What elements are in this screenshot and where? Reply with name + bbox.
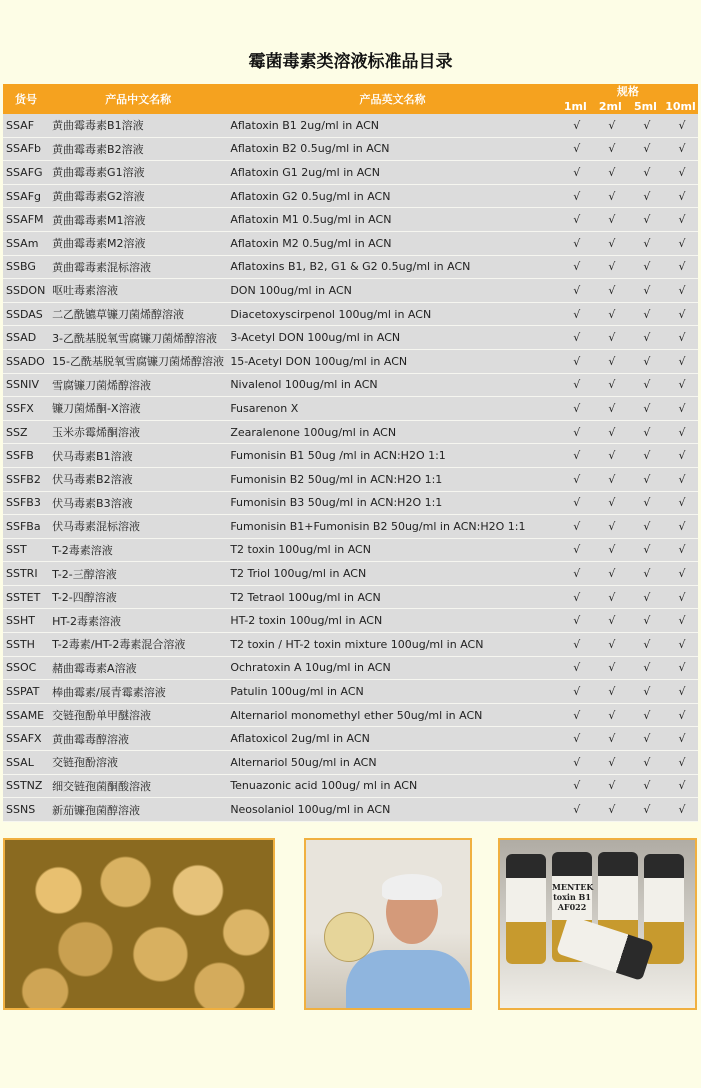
product-code: SSHT <box>3 609 49 633</box>
product-code: SSTET <box>3 585 49 609</box>
product-code: SSADO <box>3 349 49 373</box>
product-cn-name: 二乙酰镳草镰刀菌烯醇溶液 <box>49 302 227 326</box>
product-code: SSNIV <box>3 373 49 397</box>
table-row <box>3 751 698 775</box>
product-cn-name: T-2-四醇溶液 <box>49 585 227 609</box>
availability-check-icon: √ <box>628 349 663 373</box>
availability-check-icon: √ <box>558 467 593 491</box>
table-row <box>3 114 698 137</box>
product-code: SSZ <box>3 420 49 444</box>
availability-check-icon: √ <box>663 633 698 657</box>
header-code: 货号 <box>3 84 49 114</box>
header-size-1ml: 1ml <box>558 99 593 114</box>
product-code: SSFB <box>3 444 49 468</box>
availability-check-icon: √ <box>663 467 698 491</box>
product-cn-name: 雪腐镰刀菌烯醇溶液 <box>49 373 227 397</box>
product-en-name: Aflatoxins B1, B2, G1 & G2 0.5ug/ml in ACN <box>227 255 557 279</box>
availability-check-icon: √ <box>593 585 628 609</box>
availability-check-icon: √ <box>663 420 698 444</box>
availability-check-icon: √ <box>628 609 663 633</box>
product-cn-name: 黄曲霉毒素混标溶液 <box>49 255 227 279</box>
availability-check-icon: √ <box>663 208 698 232</box>
table-row <box>3 279 698 303</box>
product-cn-name: 细交链孢菌酮酸溶液 <box>49 774 227 798</box>
vial-label: MENTEK toxin B1 AF022 <box>552 882 594 912</box>
availability-check-icon: √ <box>593 703 628 727</box>
availability-check-icon: √ <box>593 609 628 633</box>
availability-check-icon: √ <box>593 656 628 680</box>
availability-check-icon: √ <box>663 373 698 397</box>
product-en-name: T2 toxin 100ug/ml in ACN <box>227 538 557 562</box>
product-en-name: Patulin 100ug/ml in ACN <box>227 680 557 704</box>
product-code: SSFBa <box>3 515 49 539</box>
availability-check-icon: √ <box>663 774 698 798</box>
availability-check-icon: √ <box>593 774 628 798</box>
availability-check-icon: √ <box>593 208 628 232</box>
availability-check-icon: √ <box>593 538 628 562</box>
availability-check-icon: √ <box>628 751 663 775</box>
table-row <box>3 326 698 350</box>
availability-check-icon: √ <box>593 231 628 255</box>
availability-check-icon: √ <box>558 633 593 657</box>
availability-check-icon: √ <box>593 751 628 775</box>
product-cn-name: 棒曲霉素/展青霉素溶液 <box>49 680 227 704</box>
product-cn-name: 黄曲霉毒素G1溶液 <box>49 161 227 185</box>
availability-check-icon: √ <box>663 491 698 515</box>
table-row <box>3 231 698 255</box>
availability-check-icon: √ <box>593 326 628 350</box>
product-en-name: T2 Triol 100ug/ml in ACN <box>227 562 557 586</box>
availability-check-icon: √ <box>628 231 663 255</box>
product-en-name: Alternariol monomethyl ether 50ug/ml in ACN <box>227 703 557 727</box>
table-row <box>3 161 698 185</box>
availability-check-icon: √ <box>663 727 698 751</box>
table-row <box>3 302 698 326</box>
availability-check-icon: √ <box>628 633 663 657</box>
person-hair <box>382 874 442 900</box>
product-en-name: Aflatoxin G2 0.5ug/ml in ACN <box>227 184 557 208</box>
product-cn-name: 黄曲霉毒素G2溶液 <box>49 184 227 208</box>
table-row <box>3 562 698 586</box>
table-row <box>3 585 698 609</box>
availability-check-icon: √ <box>593 161 628 185</box>
product-code: SSOC <box>3 656 49 680</box>
moldy-corn-photo <box>3 838 275 1010</box>
person-shirt <box>346 950 470 1010</box>
availability-check-icon: √ <box>663 302 698 326</box>
availability-check-icon: √ <box>593 373 628 397</box>
product-table <box>3 84 698 822</box>
availability-check-icon: √ <box>628 279 663 303</box>
product-code: SSAFg <box>3 184 49 208</box>
availability-check-icon: √ <box>663 397 698 421</box>
header-size-10ml: 10ml <box>663 99 698 114</box>
availability-check-icon: √ <box>628 444 663 468</box>
table-row <box>3 798 698 822</box>
availability-check-icon: √ <box>593 255 628 279</box>
table-row <box>3 255 698 279</box>
product-cn-name: 伏马毒素B3溶液 <box>49 491 227 515</box>
availability-check-icon: √ <box>663 703 698 727</box>
availability-check-icon: √ <box>558 326 593 350</box>
availability-check-icon: √ <box>628 326 663 350</box>
availability-check-icon: √ <box>593 798 628 822</box>
availability-check-icon: √ <box>628 114 663 137</box>
availability-check-icon: √ <box>628 161 663 185</box>
availability-check-icon: √ <box>663 137 698 161</box>
table-row <box>3 609 698 633</box>
table-row <box>3 703 698 727</box>
product-code: SSAD <box>3 326 49 350</box>
availability-check-icon: √ <box>593 184 628 208</box>
flask-icon <box>324 912 374 962</box>
availability-check-icon: √ <box>558 727 593 751</box>
availability-check-icon: √ <box>593 137 628 161</box>
page-title: 霉菌毒素类溶液标准品目录 <box>248 52 453 72</box>
table-row <box>3 467 698 491</box>
availability-check-icon: √ <box>558 114 593 137</box>
table-row <box>3 491 698 515</box>
product-code: SSAL <box>3 751 49 775</box>
product-code: SSAFb <box>3 137 49 161</box>
availability-check-icon: √ <box>663 161 698 185</box>
product-code: SSAME <box>3 703 49 727</box>
availability-check-icon: √ <box>628 727 663 751</box>
product-en-name: T2 toxin / HT-2 toxin mixture 100ug/ml in ACN <box>227 633 557 657</box>
availability-check-icon: √ <box>628 397 663 421</box>
product-en-name: Nivalenol 100ug/ml in ACN <box>227 373 557 397</box>
availability-check-icon: √ <box>558 562 593 586</box>
availability-check-icon: √ <box>663 349 698 373</box>
product-en-name: Fumonisin B1 50ug /ml in ACN:H2O 1:1 <box>227 444 557 468</box>
availability-check-icon: √ <box>593 562 628 586</box>
availability-check-icon: √ <box>628 373 663 397</box>
product-code: SSFB3 <box>3 491 49 515</box>
table-row <box>3 515 698 539</box>
availability-check-icon: √ <box>628 562 663 586</box>
product-cn-name: 交链孢酚单甲醚溶液 <box>49 703 227 727</box>
availability-check-icon: √ <box>558 208 593 232</box>
product-code: SSTH <box>3 633 49 657</box>
product-cn-name: HT-2毒素溶液 <box>49 609 227 633</box>
product-en-name: Fusarenon X <box>227 397 557 421</box>
availability-check-icon: √ <box>628 491 663 515</box>
availability-check-icon: √ <box>593 491 628 515</box>
product-en-name: Alternariol 50ug/ml in ACN <box>227 751 557 775</box>
availability-check-icon: √ <box>558 279 593 303</box>
availability-check-icon: √ <box>593 420 628 444</box>
availability-check-icon: √ <box>593 467 628 491</box>
availability-check-icon: √ <box>558 656 593 680</box>
header-cn-name: 产品中文名称 <box>49 84 227 114</box>
product-code: SSPAT <box>3 680 49 704</box>
table-row <box>3 397 698 421</box>
product-cn-name: 黄曲霉毒素M2溶液 <box>49 231 227 255</box>
product-code: SSFB2 <box>3 467 49 491</box>
product-en-name: Zearalenone 100ug/ml in ACN <box>227 420 557 444</box>
availability-check-icon: √ <box>628 656 663 680</box>
availability-check-icon: √ <box>628 703 663 727</box>
product-cn-name: T-2毒素溶液 <box>49 538 227 562</box>
product-cn-name: 伏马毒素混标溶液 <box>49 515 227 539</box>
product-code: SSTRI <box>3 562 49 586</box>
product-en-name: Aflatoxin M2 0.5ug/ml in ACN <box>227 231 557 255</box>
availability-check-icon: √ <box>593 727 628 751</box>
availability-check-icon: √ <box>558 491 593 515</box>
availability-check-icon: √ <box>558 255 593 279</box>
availability-check-icon: √ <box>558 302 593 326</box>
header-size-2ml: 2ml <box>593 99 628 114</box>
availability-check-icon: √ <box>558 798 593 822</box>
product-cn-name: 玉米赤霉烯酮溶液 <box>49 420 227 444</box>
availability-check-icon: √ <box>628 420 663 444</box>
product-en-name: 15-Acetyl DON 100ug/ml in ACN <box>227 349 557 373</box>
availability-check-icon: √ <box>558 373 593 397</box>
product-code: SSAF <box>3 114 49 137</box>
product-code: SSBG <box>3 255 49 279</box>
product-cn-name: 镰刀菌烯酮-X溶液 <box>49 397 227 421</box>
availability-check-icon: √ <box>628 255 663 279</box>
product-en-name: Tenuazonic acid 100ug/ ml in ACN <box>227 774 557 798</box>
table-row <box>3 184 698 208</box>
product-code: SSAFG <box>3 161 49 185</box>
availability-check-icon: √ <box>663 562 698 586</box>
product-cn-name: 伏马毒素B1溶液 <box>49 444 227 468</box>
product-cn-name: T-2毒素/HT-2毒素混合溶液 <box>49 633 227 657</box>
availability-check-icon: √ <box>628 184 663 208</box>
vials-photo <box>498 838 697 1010</box>
availability-check-icon: √ <box>663 538 698 562</box>
availability-check-icon: √ <box>663 751 698 775</box>
availability-check-icon: √ <box>663 326 698 350</box>
availability-check-icon: √ <box>558 231 593 255</box>
product-code: SSDAS <box>3 302 49 326</box>
product-cn-name: 赭曲霉毒素A溶液 <box>49 656 227 680</box>
availability-check-icon: √ <box>663 680 698 704</box>
availability-check-icon: √ <box>663 114 698 137</box>
availability-check-icon: √ <box>663 444 698 468</box>
availability-check-icon: √ <box>663 184 698 208</box>
product-en-name: DON 100ug/ml in ACN <box>227 279 557 303</box>
availability-check-icon: √ <box>628 515 663 539</box>
table-row <box>3 538 698 562</box>
product-code: SST <box>3 538 49 562</box>
availability-check-icon: √ <box>593 349 628 373</box>
product-code: SSAFX <box>3 727 49 751</box>
product-cn-name: 黄曲霉毒素B1溶液 <box>49 114 227 137</box>
product-en-name: Diacetoxyscirpenol 100ug/ml in ACN <box>227 302 557 326</box>
product-en-name: Fumonisin B3 50ug/ml in ACN:H2O 1:1 <box>227 491 557 515</box>
availability-check-icon: √ <box>628 302 663 326</box>
header-size-5ml: 5ml <box>628 99 663 114</box>
table-row <box>3 680 698 704</box>
availability-check-icon: √ <box>593 680 628 704</box>
availability-check-icon: √ <box>593 279 628 303</box>
availability-check-icon: √ <box>628 538 663 562</box>
product-code: SSAm <box>3 231 49 255</box>
table-row <box>3 137 698 161</box>
table-row <box>3 727 698 751</box>
table-row <box>3 633 698 657</box>
availability-check-icon: √ <box>663 585 698 609</box>
availability-check-icon: √ <box>628 137 663 161</box>
availability-check-icon: √ <box>558 609 593 633</box>
availability-check-icon: √ <box>558 349 593 373</box>
product-cn-name: 黄曲霉毒醇溶液 <box>49 727 227 751</box>
availability-check-icon: √ <box>628 208 663 232</box>
product-en-name: Aflatoxin B1 2ug/ml in ACN <box>227 114 557 137</box>
table-row <box>3 420 698 444</box>
availability-check-icon: √ <box>593 397 628 421</box>
product-cn-name: 新茄镰孢菌醇溶液 <box>49 798 227 822</box>
product-en-name: Fumonisin B2 50ug/ml in ACN:H2O 1:1 <box>227 467 557 491</box>
availability-check-icon: √ <box>628 585 663 609</box>
product-cn-name: 3-乙酰基脱氧雪腐镰刀菌烯醇溶液 <box>49 326 227 350</box>
product-en-name: Aflatoxicol 2ug/ml in ACN <box>227 727 557 751</box>
table-row <box>3 774 698 798</box>
product-en-name: T2 Tetraol 100ug/ml in ACN <box>227 585 557 609</box>
product-en-name: Aflatoxin B2 0.5ug/ml in ACN <box>227 137 557 161</box>
product-cn-name: 黄曲霉毒素B2溶液 <box>49 137 227 161</box>
availability-check-icon: √ <box>663 515 698 539</box>
availability-check-icon: √ <box>593 302 628 326</box>
availability-check-icon: √ <box>558 515 593 539</box>
availability-check-icon: √ <box>663 609 698 633</box>
table-row <box>3 349 698 373</box>
product-code: SSFX <box>3 397 49 421</box>
table-row <box>3 208 698 232</box>
table-row <box>3 444 698 468</box>
availability-check-icon: √ <box>663 279 698 303</box>
scientist-photo <box>304 838 472 1010</box>
availability-check-icon: √ <box>628 467 663 491</box>
availability-check-icon: √ <box>628 798 663 822</box>
availability-check-icon: √ <box>558 680 593 704</box>
product-en-name: Aflatoxin M1 0.5ug/ml in ACN <box>227 208 557 232</box>
table-row <box>3 656 698 680</box>
product-en-name: Aflatoxin G1 2ug/ml in ACN <box>227 161 557 185</box>
product-code: SSDON <box>3 279 49 303</box>
product-cn-name: 呕吐毒素溶液 <box>49 279 227 303</box>
vial <box>506 854 546 964</box>
product-en-name: Ochratoxin A 10ug/ml in ACN <box>227 656 557 680</box>
header-spec: 规格 <box>558 84 698 99</box>
availability-check-icon: √ <box>558 444 593 468</box>
product-cn-name: 15-乙酰基脱氧雪腐镰刀菌烯醇溶液 <box>49 349 227 373</box>
availability-check-icon: √ <box>558 184 593 208</box>
availability-check-icon: √ <box>663 231 698 255</box>
product-cn-name: T-2-三醇溶液 <box>49 562 227 586</box>
availability-check-icon: √ <box>558 161 593 185</box>
product-cn-name: 黄曲霉毒素M1溶液 <box>49 208 227 232</box>
product-cn-name: 交链孢酚溶液 <box>49 751 227 775</box>
product-en-name: 3-Acetyl DON 100ug/ml in ACN <box>227 326 557 350</box>
availability-check-icon: √ <box>558 751 593 775</box>
product-cn-name: 伏马毒素B2溶液 <box>49 467 227 491</box>
availability-check-icon: √ <box>558 703 593 727</box>
availability-check-icon: √ <box>663 255 698 279</box>
product-en-name: Fumonisin B1+Fumonisin B2 50ug/ml in ACN:H2O 1:1 <box>227 515 557 539</box>
availability-check-icon: √ <box>558 420 593 444</box>
product-code: SSNS <box>3 798 49 822</box>
product-rows <box>3 114 698 821</box>
availability-check-icon: √ <box>628 774 663 798</box>
availability-check-icon: √ <box>663 656 698 680</box>
product-code: SSAFM <box>3 208 49 232</box>
product-en-name: Neosolaniol 100ug/ml in ACN <box>227 798 557 822</box>
table-row <box>3 373 698 397</box>
availability-check-icon: √ <box>558 774 593 798</box>
availability-check-icon: √ <box>558 538 593 562</box>
availability-check-icon: √ <box>558 397 593 421</box>
availability-check-icon: √ <box>628 680 663 704</box>
availability-check-icon: √ <box>663 798 698 822</box>
product-code: SSTNZ <box>3 774 49 798</box>
header-en-name: 产品英文名称 <box>227 84 557 114</box>
availability-check-icon: √ <box>558 585 593 609</box>
availability-check-icon: √ <box>593 444 628 468</box>
availability-check-icon: √ <box>593 633 628 657</box>
availability-check-icon: √ <box>593 515 628 539</box>
availability-check-icon: √ <box>593 114 628 137</box>
availability-check-icon: √ <box>558 137 593 161</box>
product-en-name: HT-2 toxin 100ug/ml in ACN <box>227 609 557 633</box>
